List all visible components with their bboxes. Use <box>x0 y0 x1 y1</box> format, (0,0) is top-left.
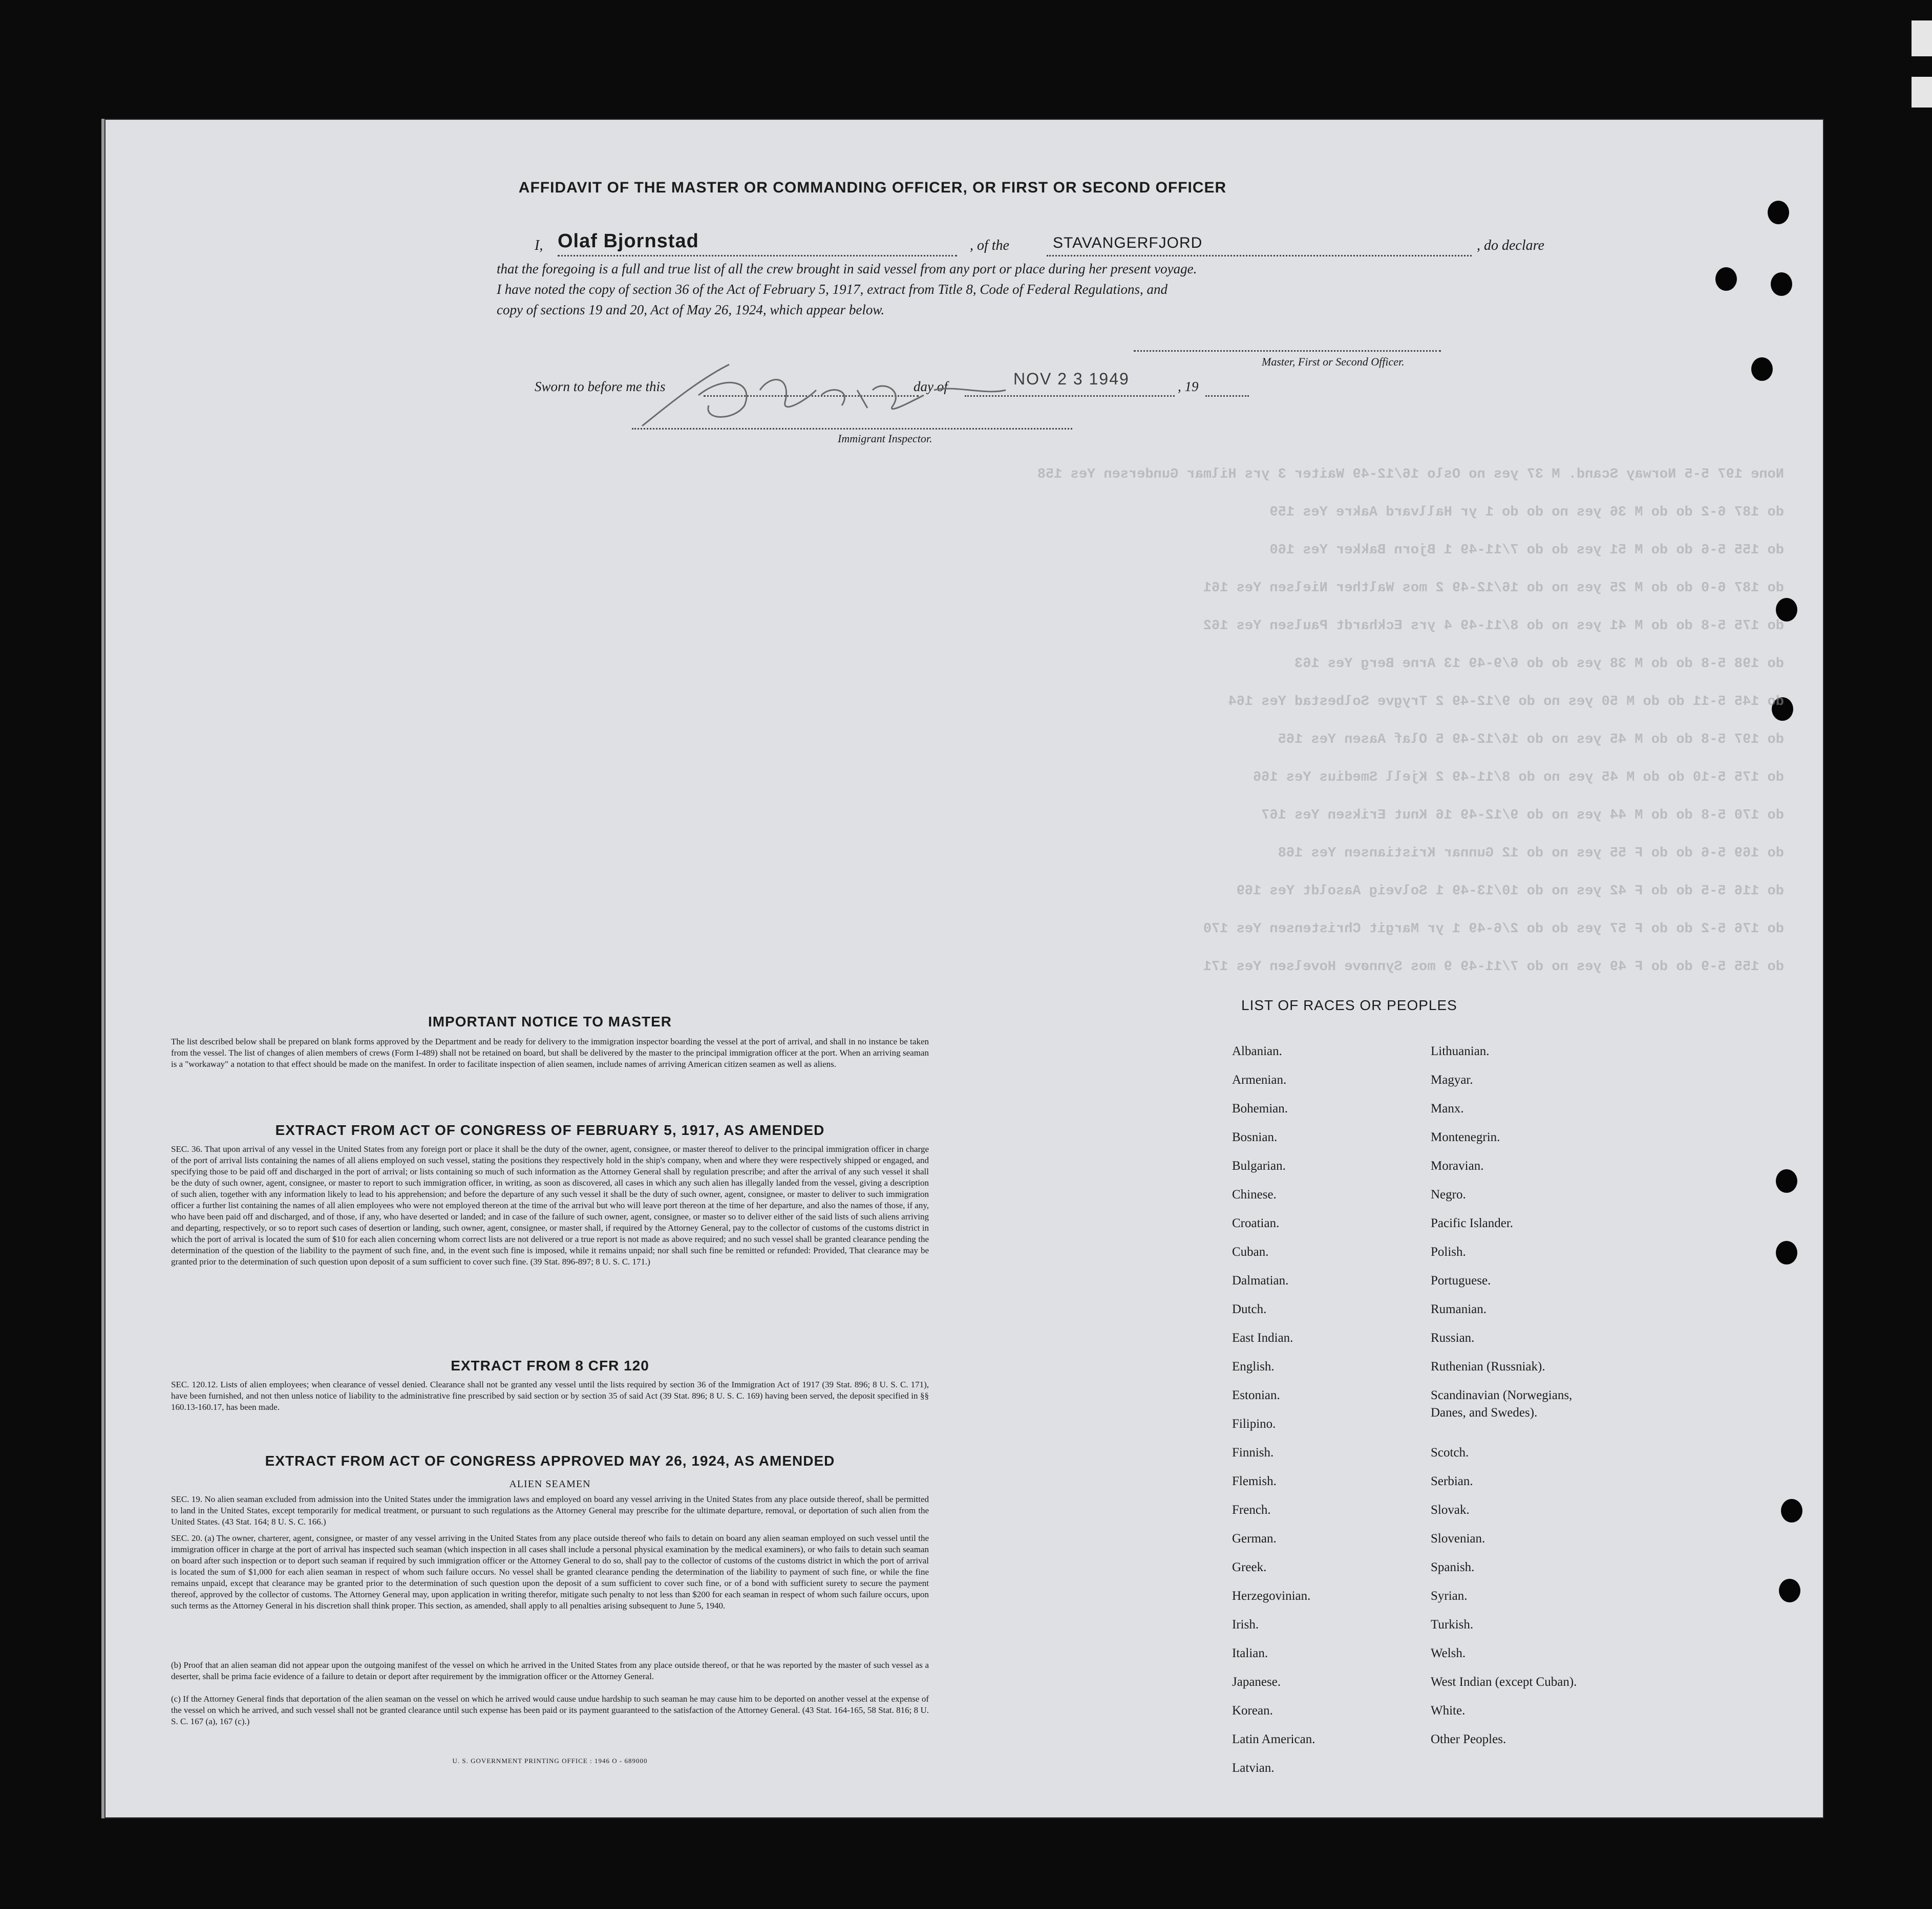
race-item: Other Peoples. <box>1431 1732 1506 1746</box>
race-item: Bohemian. <box>1232 1102 1288 1116</box>
race-item: Portuguese. <box>1431 1274 1491 1288</box>
races-title: LIST OF RACES OR PEOPLES <box>1241 997 1457 1013</box>
race-item: English. <box>1232 1360 1275 1374</box>
notice-body: The list described below shall be prepared on blank forms approved by the Department and be ready for delivery to the immigration inspector boarding the vessel at the port of arrival, and shall in no instance be taken from the vessel. The list of changes of alien members of crews (Form I-489) shall not be retained on board, but shall be delivered by the master to the principal immigration officer at the port. When an arriving seaman is a "workaway" a notation to that effect should be made on the manifest. In order to facilitate inspection of alien seamen, include names of arriving American citizen seamen as well as aliens. <box>171 1037 929 1069</box>
race-item: Polish. <box>1431 1245 1466 1259</box>
punch-hole <box>1776 1241 1797 1264</box>
sworn-label: Sworn to before me this <box>535 379 666 394</box>
race-item: Croatian. <box>1232 1216 1280 1230</box>
bleedthrough-row: do 155 5-6 do do M 51 yes do do 7/11-49 1 Bjorn Bakker Yes 160 <box>1269 543 1784 558</box>
race-item: Bulgarian. <box>1232 1159 1286 1173</box>
race-item: West Indian (except Cuban). <box>1431 1675 1577 1689</box>
race-item: Welsh. <box>1431 1646 1466 1660</box>
bleedthrough-row: do 169 5-6 do do F 55 yes no do 12 Gunnar Kristiansen Yes 168 <box>1278 846 1784 861</box>
race-item: Dalmatian. <box>1232 1274 1289 1288</box>
year-label: , 19 <box>1178 379 1199 394</box>
extract-cfr-title: EXTRACT FROM 8 CFR 120 <box>451 1358 649 1374</box>
extract-1924-sec20c: (c) If the Attorney General finds that deportation of the alien seaman on the vessel on which he arrived would cause undue hardship to such seaman he may cause him to be deported on another vessel at the expense of the vessel on which he arrived, and such vessel shall not be granted clearance until such expense has been paid or its payment guaranteed to the satisfaction of the Attorney General. (43 Stat. 164-165, 58 Stat. 816; 8 U. S. C. 167 (a), 167 (c).) <box>171 1694 929 1726</box>
race-item: East Indian. <box>1232 1331 1293 1345</box>
declaration-line-2: that the foregoing is a full and true list of all the crew brought in said vessel from any port or place during her present voyage. <box>497 261 1197 276</box>
declaration-line-3: I have noted the copy of section 36 of the Act of February 5, 1917, extract from Title 8, Code of Federal Regulations, and <box>497 282 1168 297</box>
race-item: Korean. <box>1232 1704 1273 1718</box>
bleedthrough-row: do 175 5-10 do do M 45 yes no do 8/11-49 2 Kjell Smedius Yes 166 <box>1253 770 1784 785</box>
punch-hole <box>1781 1499 1802 1522</box>
bleedthrough-row: do 198 5-8 do do M 38 yes do do 6/9-49 13 Arne Berg Yes 163 <box>1294 656 1784 672</box>
date-stamp: NOV 2 3 1949 <box>1013 370 1130 388</box>
name-line <box>558 255 957 256</box>
punch-hole <box>1776 1169 1797 1193</box>
race-item: Latin American. <box>1232 1732 1315 1746</box>
bleedthrough-row: do 155 5-9 do do F 49 yes no do 7/11-49 9 mos Synnøve Hovelsen Yes 171 <box>1203 959 1784 975</box>
race-item: Estonian. <box>1232 1388 1280 1402</box>
vessel-line <box>1047 255 1472 256</box>
affidavit-page <box>101 119 1824 1818</box>
race-item: Flemish. <box>1232 1474 1277 1488</box>
bleedthrough-row: do 145 5-11 do do M 50 yes no do 9/12-49 2 Trygve Solbestad Yes 164 <box>1228 694 1784 710</box>
bleedthrough-row: do 116 5-5 do do F 42 yes no do 10/13-49 1 Solveig Aasoldt Yes 169 <box>1236 884 1784 899</box>
race-item: Irish. <box>1232 1618 1259 1632</box>
punch-hole <box>1768 201 1789 224</box>
race-item: Filipino. <box>1232 1417 1276 1431</box>
race-item: Japanese. <box>1232 1675 1281 1689</box>
pronoun: I, <box>535 238 543 253</box>
race-item: Pacific Islander. <box>1431 1216 1514 1230</box>
of-the-label: , of the <box>970 238 1009 253</box>
bleedthrough-row: do 175 5-8 do do M 41 yes no do 8/11-49 4 yrs Eckhardt Paulsen Yes 162 <box>1203 618 1784 634</box>
race-item: Negro. <box>1431 1188 1466 1202</box>
bleedthrough-row: do 187 6-0 do do M 25 yes no do 16/12-49 2 mos Walther Nielsen Yes 161 <box>1203 581 1784 596</box>
year-line <box>1205 395 1249 397</box>
extract-1924-sec20b: (b) Proof that an alien seaman did not appear upon the outgoing manifest of the vessel on which he arrived in the United States from any place outside thereof, or that he was reported by the master of such vessel as a deserter, shall be prima facie evidence of a failure to detain or deport after requirement by the immigration officer or the Attorney General. <box>171 1660 929 1681</box>
punch-hole <box>1779 1579 1800 1602</box>
bleedthrough-row: None 197 5-5 Norway Scand. M 37 yes no Oslo 16/12-49 Waiter 3 yrs Hilmar Gundersen Yes 158 <box>1037 467 1784 482</box>
bleedthrough-row: do 187 6-2 do do M 36 yes no do do 1 yr Hallvard Aakre Yes 159 <box>1269 505 1784 520</box>
race-item: Slovak. <box>1431 1503 1470 1517</box>
extract-1924-sec20a: SEC. 20. (a) The owner, charterer, agent, consignee, or master of any vessel arriving in the United States from any place outside thereof who fails to detain on board any alien seaman employed on such vessel until the immigration officer in charge at the port of arrival has inspected such seaman (which inspection in all cases shall include a personal physical examination by the medical examiners), or who fails to detain such seaman on board after such inspection or to deport such seaman if required by such immigration officer or the Attorney General to do so, shall pay to the collector of customs of the customs district in which the port of arrival is located the sum of $1,000 for each alien seaman in respect of whom such failure occurs. No vessel shall be granted clearance pending the determination of the liability to payment of such fine, or while the fine remains unpaid, except that clearance may be granted prior to the determination of such question upon the deposit of a sum sufficient to cover such fine, or of a bond with sufficient surety to secure the payment thereof, approved by the collector of customs. The Attorney General may, upon application in writing therefor, mitigate such penalty to not less than $200 for each seaman in respect of whom such failure occurs, upon such terms as the Attorney General in his discretion shall think proper. This section, as amended, shall apply to all penalties arising subsequent to June 5, 1940. <box>171 1533 929 1611</box>
extract-1917-body: SEC. 36. That upon arrival of any vessel in the United States from any foreign port or place it shall be the duty of the owner, agent, consignee, or master thereof to deliver to the principal immigration officer in charge of the port of arrival lists containing the names of all aliens employed on such vessel, stating the positions they respectively hold in the ship's company, when and where they were respectively shipped or engaged, and specifying those to be paid off and discharged in the port of arrival; or lists containing so much of such information as the Attorney General shall by regulation prescribe; and after the arrival of any such vessel it shall be the duty of such owner, agent, consignee, or master to report to such immigration officer, in writing, as soon as discovered, all cases in which any such alien has illegally landed from the vessel, giving a description of such alien, together with any information likely to lead to his apprehension; and before the departure of any such vessel it shall be the duty of such owner, agent, consignee, or master to deliver to such immigration officer a further list containing the names of all alien employees who were not employed thereon at the time of the arrival but who will leave port thereon at the time of her departure, and also the names of those, if any, who have been paid off and discharged, and of those, if any, who have deserted or landed; and in case of the failure of such owner, agent, consignee, or master so to deliver either of the said lists of such aliens arriving and departing, respectively, or so to report such cases of desertion or landing, such owner, agent, consignee, or master shall, if required by the Attorney General, pay to the collector of customs of the customs district in which the port of arrival is located the sum of $10 for each alien concerning whom correct lists are not delivered or a true report is not made as above required; and no such vessel shall be granted clearance pending the determination of the question of the liability to the payment of such fine, and, in the event such fine is imposed, while it remains unpaid; nor shall such fine be remitted or refunded: Provided, That clearance may be granted prior to the determination of such question upon deposit of a sum sufficient to cover such fine. (39 Stat. 896-897; 8 U. S. C. 171.) <box>171 1144 929 1267</box>
inspector-signature <box>627 359 1016 431</box>
extract-1924-subtitle: ALIEN SEAMEN <box>509 1478 591 1490</box>
punch-hole <box>1771 272 1792 296</box>
race-item: Danes, and Swedes). <box>1431 1406 1538 1420</box>
race-item: Latvian. <box>1232 1761 1275 1775</box>
bleedthrough-row: do 176 5-2 do do F 57 yes do do 2/6-49 1 yr Margit Christensen Yes 170 <box>1203 921 1784 937</box>
affidavit-title: AFFIDAVIT OF THE MASTER OR COMMANDING OFFICER, OR FIRST OR SECOND OFFICER <box>518 179 1227 196</box>
race-item: Chinese. <box>1232 1188 1277 1202</box>
vessel-name: STAVANGERFJORD <box>1053 234 1203 251</box>
race-item: Cuban. <box>1232 1245 1269 1259</box>
race-item: Rumanian. <box>1431 1302 1487 1316</box>
bleedthrough-row: do 197 5-8 do do M 45 yes no do 16/12-49 5 Olaf Aasen Yes 165 <box>1278 732 1784 747</box>
race-item: Montenegrin. <box>1431 1130 1500 1144</box>
notice-title: IMPORTANT NOTICE TO MASTER <box>428 1014 672 1029</box>
race-item: Lithuanian. <box>1431 1044 1490 1058</box>
race-item: Italian. <box>1232 1646 1268 1660</box>
race-item: Russian. <box>1431 1331 1475 1345</box>
extract-cfr-body: SEC. 120.12. Lists of alien employees; when clearance of vessel denied. Clearance shall not be granted any vessel until the lists required by section 36 of the Immigration Act of 1917 (39 Stat. 896; 8 U. S. C. 171), have been furnished, and not then unless notice of liability to the administrative fine prescribed by said section or by section 35 of said Act (39 Stat. 896; 8 U. S. C. 169) having been served, the deposit specified in §§ 160.13-160.17, has been made. <box>171 1380 929 1412</box>
race-item: Moravian. <box>1431 1159 1484 1173</box>
punch-hole <box>1751 357 1773 381</box>
race-item: Greek. <box>1232 1560 1267 1574</box>
master-signature-line <box>1134 350 1441 352</box>
race-item: Finnish. <box>1232 1446 1274 1460</box>
declaration-line-4: copy of sections 19 and 20, Act of May 26, 1924, which appear below. <box>497 302 885 317</box>
extract-1924-title: EXTRACT FROM ACT OF CONGRESS APPROVED MAY 26, 1924, AS AMENDED <box>265 1453 835 1469</box>
race-item: Serbian. <box>1431 1474 1473 1488</box>
race-item: Bosnian. <box>1232 1130 1278 1144</box>
race-item: Armenian. <box>1232 1073 1287 1087</box>
master-label: Master, First or Second Officer. <box>1262 355 1405 368</box>
inspector-line <box>632 428 1072 430</box>
race-item: Syrian. <box>1431 1589 1468 1603</box>
inspector-label: Immigrant Inspector. <box>838 432 932 445</box>
officer-name: Olaf Bjornstad <box>558 230 699 252</box>
race-item: Turkish. <box>1431 1618 1474 1632</box>
day-of-label: day of <box>914 379 948 394</box>
extract-1924-sec19: SEC. 19. No alien seaman excluded from admission into the United States under the immigration laws and employed on board any vessel arriving in the United States from any place outside thereof, shall be permitted to land in the United States, except temporarily for medical treatment, or pursuant to such regulations as the Attorney General may prescribe for the ultimate departure, removal, or deportation of such alien from the United States. (43 Stat. 164; 8 U. S. C. 166.) <box>171 1494 929 1527</box>
punch-hole <box>1715 267 1737 291</box>
film-edge-mark <box>1912 20 1932 56</box>
printer-imprint: U. S. GOVERNMENT PRINTING OFFICE : 1946 O - 689000 <box>452 1757 648 1765</box>
do-declare-label: , do declare <box>1477 238 1544 253</box>
race-item: Scotch. <box>1431 1446 1469 1460</box>
extract-1917-title: EXTRACT FROM ACT OF CONGRESS OF FEBRUARY 5, 1917, AS AMENDED <box>275 1122 825 1138</box>
race-item: German. <box>1232 1532 1277 1546</box>
race-item: Ruthenian (Russniak). <box>1431 1360 1545 1374</box>
race-item: Magyar. <box>1431 1073 1473 1087</box>
race-item: Spanish. <box>1431 1560 1475 1574</box>
race-item: White. <box>1431 1704 1466 1718</box>
race-item: French. <box>1232 1503 1271 1517</box>
film-edge-mark <box>1912 77 1932 108</box>
race-item: Manx. <box>1431 1102 1464 1116</box>
race-item: Herzegovinian. <box>1232 1589 1311 1603</box>
race-item: Slovenian. <box>1431 1532 1485 1546</box>
race-item: Dutch. <box>1232 1302 1267 1316</box>
race-item: Albanian. <box>1232 1044 1282 1058</box>
bleedthrough-row: do 170 5-8 do do M 44 yes no do 9/12-49 16 Knut Eriksen Yes 167 <box>1261 808 1784 823</box>
race-item: Scandinavian (Norwegians, <box>1431 1388 1573 1402</box>
